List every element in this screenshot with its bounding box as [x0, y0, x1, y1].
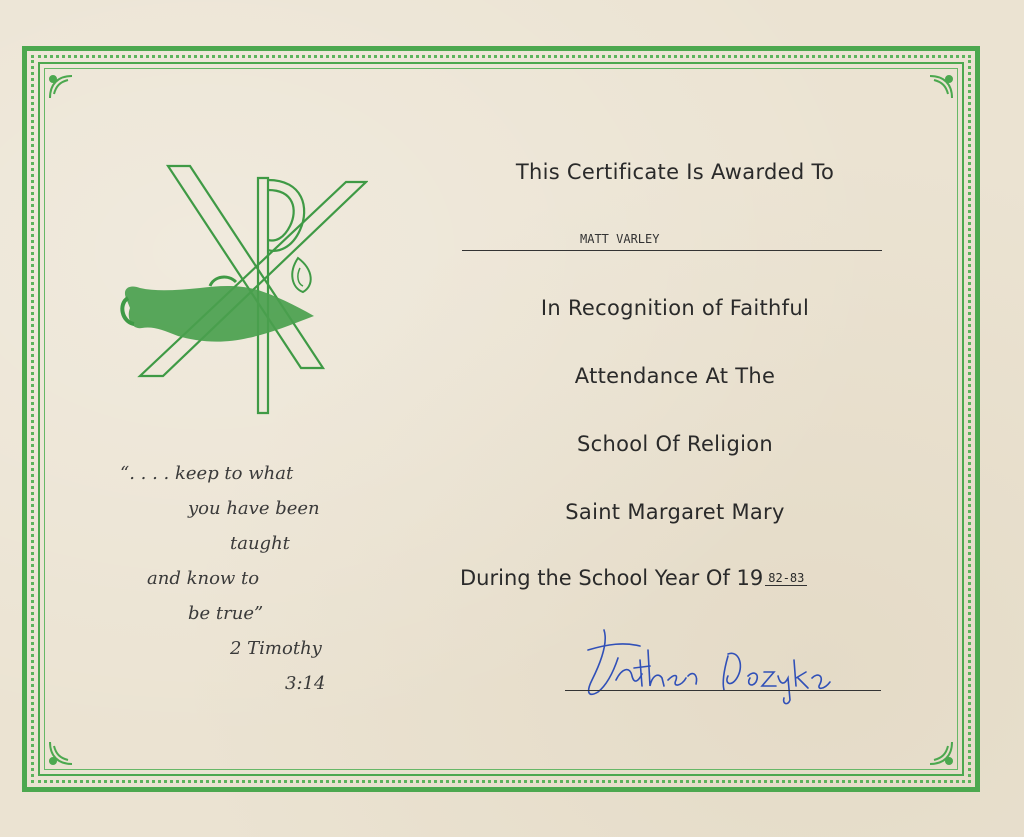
- certificate-heading: This Certificate Is Awarded To: [515, 160, 835, 184]
- parish-line: Saint Margaret Mary: [565, 500, 785, 524]
- recipient-name: MATT VARLEY: [580, 232, 660, 246]
- corner-ornament-icon: [46, 72, 76, 102]
- quote-verse: 3:14: [285, 673, 326, 694]
- corner-ornament-icon: [926, 72, 956, 102]
- signature: [578, 620, 858, 710]
- quote-line: and know to: [147, 568, 260, 589]
- quote-line: be true”: [188, 603, 264, 624]
- signature-line: [565, 690, 881, 691]
- recognition-line: In Recognition of Faithful: [540, 296, 810, 320]
- quote-citation: 2 Timothy: [230, 638, 322, 659]
- school-year-line: [460, 566, 920, 590]
- quote-line: you have been: [188, 498, 320, 519]
- chi-rho-lamp-icon: [118, 158, 368, 416]
- school-line: School Of Religion: [577, 432, 773, 456]
- school-year-label: During the School Year Of 19: [460, 566, 764, 590]
- recipient-field: [462, 230, 882, 251]
- quote-line: “. . . . keep to what: [120, 463, 294, 484]
- quote-line: taught: [230, 533, 290, 554]
- scripture-quote: [120, 456, 380, 701]
- corner-ornament-icon: [46, 738, 76, 768]
- school-year-value: 82-83: [765, 571, 807, 586]
- corner-ornament-icon: [926, 738, 956, 768]
- attendance-line: Attendance At The: [574, 364, 776, 388]
